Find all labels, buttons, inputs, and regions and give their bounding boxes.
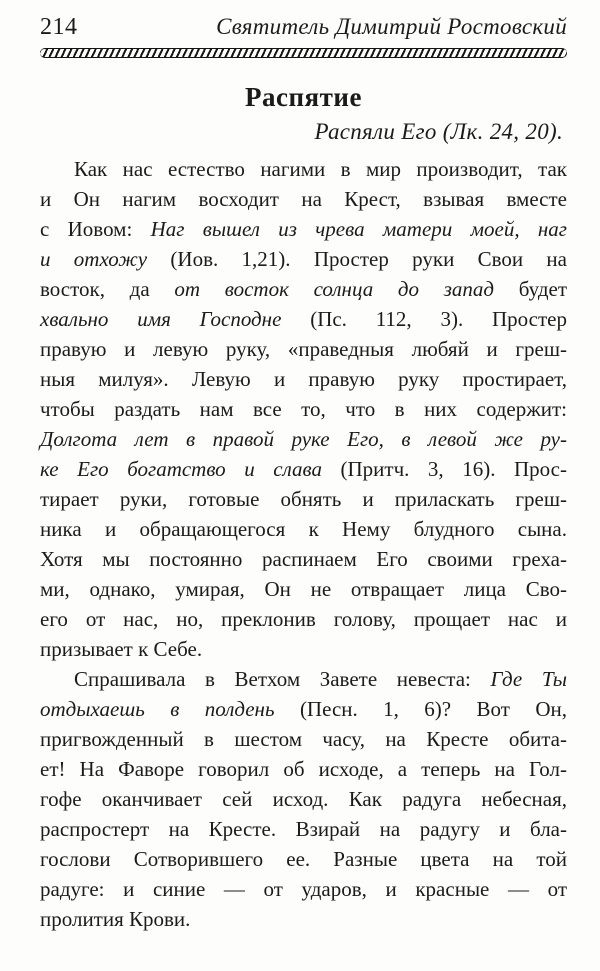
scripture-quote-segment: Наг вышел из чрева матери моей, наг [150, 217, 568, 241]
text-line [40, 244, 567, 274]
text-line [40, 544, 567, 574]
text-line [40, 574, 567, 604]
text-line [40, 754, 567, 784]
text-line [40, 184, 567, 214]
section-title: Распятие [245, 82, 362, 112]
text-line [40, 274, 567, 304]
scripture-quote-segment: отдыхаешь в полдень [40, 697, 275, 721]
running-title: Святитель Димитрий Ростовский [216, 14, 567, 39]
scripture-quote-segment: ке Его богатство и слава [40, 457, 322, 481]
text-segment: гослови Сотворившего ее. Разные цвета на той [40, 847, 567, 871]
text-line [40, 304, 567, 334]
scripture-quote-segment: от восток солнца до запад [174, 277, 495, 301]
text-line [40, 784, 567, 814]
text-line [40, 394, 567, 424]
text-segment: и Он нагим восходит на Крест, взывая вместе [40, 187, 567, 211]
text-segment: гофе оканчивает сей исход. Как радуга небесная, [40, 787, 567, 811]
text-segment: чтобы раздать нам все то, что в них содержит: [40, 397, 567, 421]
text-line [40, 694, 567, 724]
rope-divider [40, 48, 567, 58]
text-segment: его от нас, но, преклонив голову, прощает нас и [40, 607, 567, 631]
text-line [40, 634, 567, 664]
page-header [40, 14, 567, 41]
text-segment: тирает руки, готовые обнять и приласкать греш- [40, 487, 567, 511]
text-line [40, 214, 567, 244]
text-line [40, 334, 567, 364]
text-line [40, 154, 567, 184]
scripture-quote-segment: Долгота лет в правой руке Его, в левой же ру- [40, 427, 567, 451]
text-line [40, 904, 567, 934]
text-segment: ника и обращающегося к Нему блудного сына. [40, 517, 567, 541]
text-line [40, 514, 567, 544]
text-segment: пролития Крови. [40, 907, 191, 931]
text-segment: (Притч. 3, 16). Прос- [321, 457, 567, 481]
text-segment: восток, да [40, 277, 175, 301]
text-segment: ныя милуя». Левую и правую руку простирает, [40, 367, 567, 391]
text-line [40, 844, 567, 874]
text-segment: Хотя мы постоянно распинаем Его своими греха- [40, 547, 567, 571]
text-segment: Как нас естество нагими в мир производит, так [74, 157, 567, 181]
text-segment: (Пс. 112, 3). Простер [281, 307, 567, 331]
scripture-quote-segment: и отхожу [40, 247, 148, 271]
text-line [40, 604, 567, 634]
text-segment: ми, однако, умирая, Он не отвращает лица Сво- [40, 577, 567, 601]
epigraph: Распяли Его (Лк. 24, 20). [314, 119, 563, 144]
body-text [40, 154, 567, 934]
text-line [40, 484, 567, 514]
text-line [40, 724, 567, 754]
text-line [40, 364, 567, 394]
text-segment: правую и левую руку, «праведныя любяй и греш- [40, 337, 567, 361]
text-line [40, 814, 567, 844]
scripture-quote-segment: хвально имя Господне [40, 307, 282, 331]
text-segment: Спрашивала в Ветхом Завете невеста: [74, 667, 491, 691]
text-segment: будет [494, 277, 568, 301]
text-line [40, 874, 567, 904]
text-line [40, 454, 567, 484]
text-segment: радуге: и синие — от ударов, и красные — от [40, 877, 567, 901]
text-line [40, 664, 567, 694]
text-segment: (Песн. 1, 6)? Вот Он, [274, 697, 567, 721]
text-segment: ет! На Фаворе говорил об исходе, а теперь на Гол- [40, 757, 567, 781]
text-segment: распростерт на Кресте. Взирай на радугу и бла- [40, 817, 567, 841]
scripture-quote-segment: Где Ты [490, 667, 567, 691]
text-segment: пригвожденный в шестом часу, на Кресте обита- [40, 727, 567, 751]
text-segment: (Иов. 1,21). Простер руки Свои на [147, 247, 567, 271]
text-segment: с Иовом: [40, 217, 151, 241]
text-line [40, 424, 567, 454]
text-segment: призывает к Себе. [40, 637, 203, 661]
page-number: 214 [40, 14, 78, 40]
